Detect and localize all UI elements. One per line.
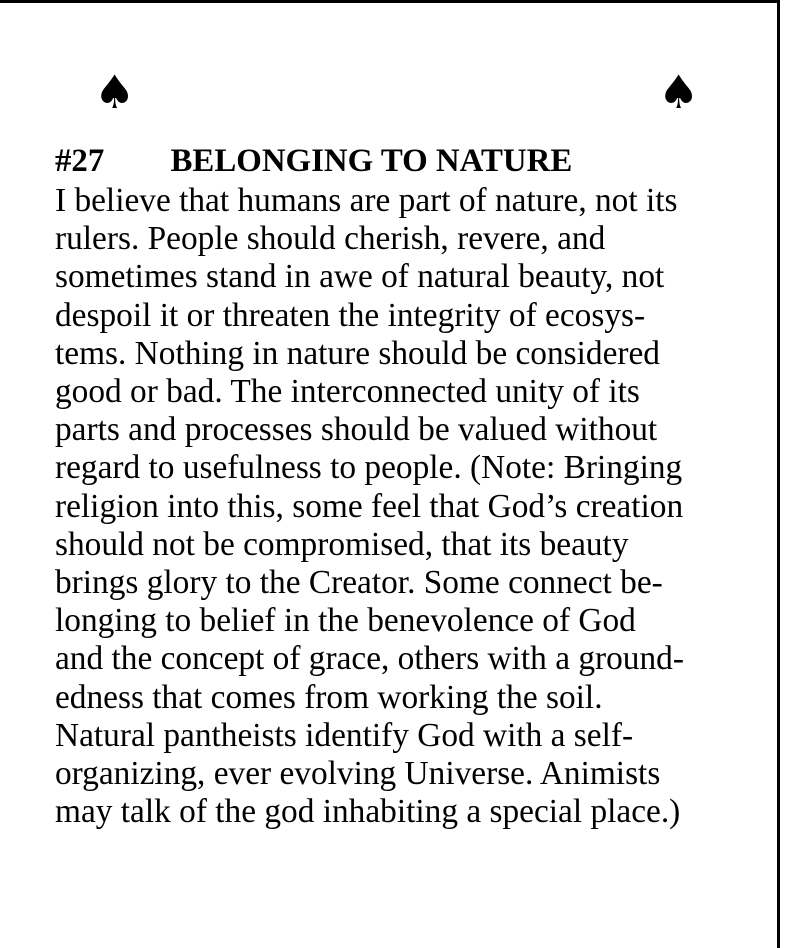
- body-line: good or bad. The interconnected unity of its: [55, 373, 640, 411]
- body-line: organizing, ever evolving Universe. Animists: [55, 755, 661, 793]
- body-line: I believe that humans are part of nature, not its: [55, 182, 678, 219]
- card-title: BELONGING TO NATURE: [170, 143, 573, 179]
- body-line: and the concept of grace, others with a ground-: [55, 640, 684, 678]
- card-number: #27: [55, 143, 105, 179]
- card-body: [55, 182, 770, 831]
- body-line: tems. Nothing in nature should be considered: [55, 334, 660, 372]
- body-line: despoil it or threaten the integrity of ecosys-: [55, 296, 646, 334]
- card-heading: [55, 140, 767, 182]
- body-line: should not be compromised, that its beauty: [55, 525, 629, 563]
- body-line: longing to belief in the benevolence of God: [55, 602, 636, 640]
- spade-icon-left: ♠: [94, 65, 136, 119]
- body-line: Natural pantheists identify God with a self-: [55, 716, 634, 754]
- body-line: sometimes stand in awe of natural beauty, not: [55, 258, 665, 296]
- body-line: religion into this, some feel that God’s creation: [55, 487, 684, 525]
- spade-icon-right: ♠: [658, 65, 700, 119]
- body-line: edness that comes from working the soil.: [55, 678, 603, 716]
- body-line: regard to usefulness to people. (Note: Bringing: [55, 449, 683, 487]
- body-line: may talk of the god inhabiting a special place.): [55, 793, 681, 831]
- body-line: parts and processes should be valued without: [55, 411, 658, 449]
- card-content: [55, 140, 770, 831]
- body-line: brings glory to the Creator. Some connect be-: [55, 564, 663, 602]
- body-line: rulers. People should cherish, revere, and: [55, 220, 606, 258]
